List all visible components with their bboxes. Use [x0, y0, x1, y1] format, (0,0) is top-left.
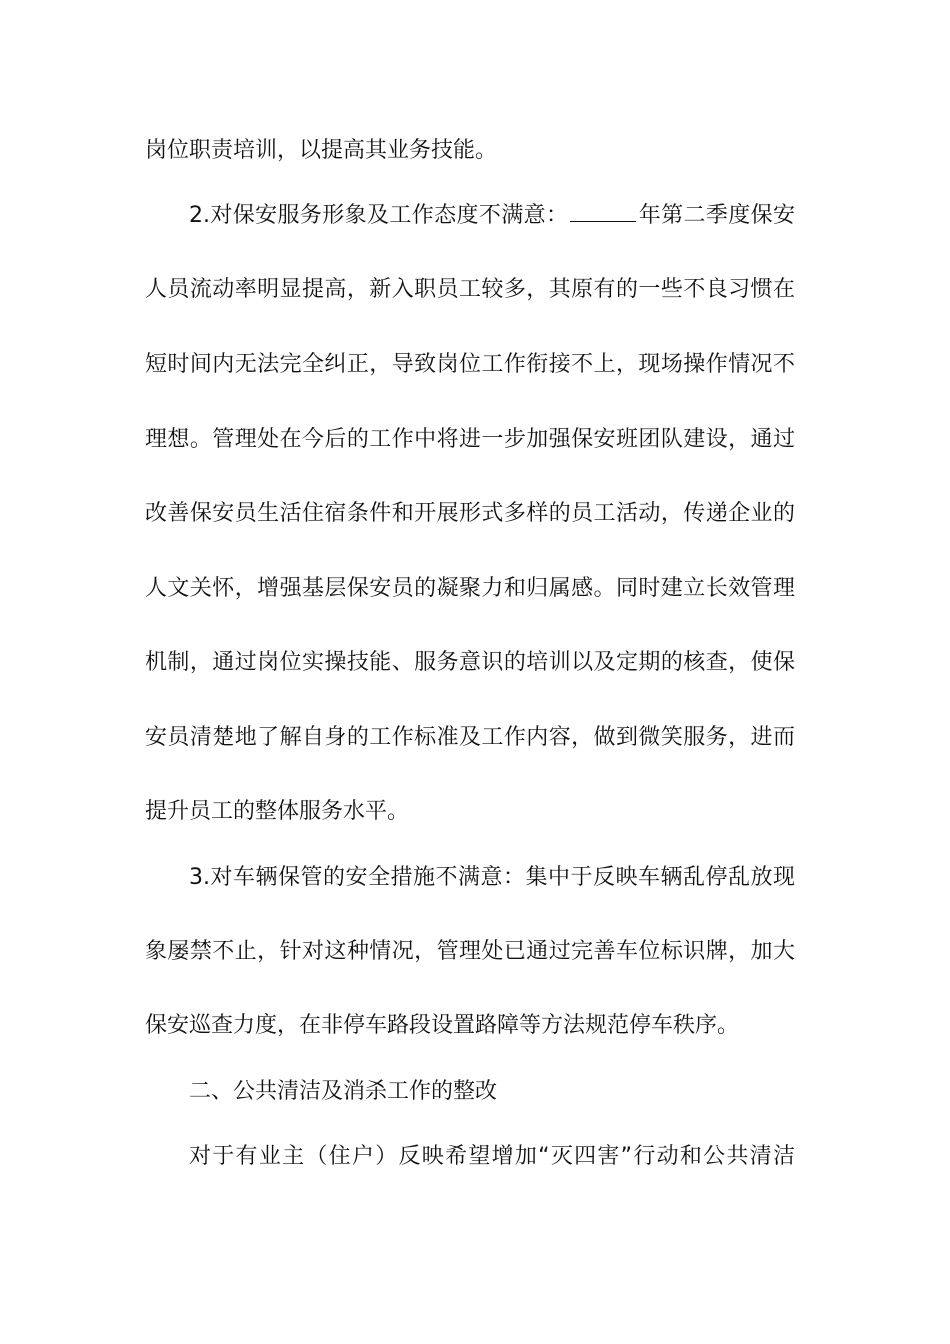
- text-line-9: 安员清楚地了解自身的工作标准及工作内容，做到微笑服务，进而: [145, 725, 795, 750]
- text-line-11: 3.对车辆保管的安全措施不满意：集中于反映车辆乱停乱放现: [189, 865, 795, 890]
- text-line-12: 象屡禁不止，针对这种情况，管理处已通过完善车位标识牌，加大: [145, 939, 795, 964]
- text-line-10: 提升员工的整体服务水平。: [145, 799, 410, 824]
- text-line-7: 人文关怀，增强基层保安员的凝聚力和归属感。同时建立长效管理: [145, 576, 795, 601]
- fill-in-blank: [570, 201, 636, 222]
- text-line-4: 短时间内无法完全纠正，导致岗位工作衔接不上，现场操作情况不: [145, 352, 795, 377]
- section-heading: 二、公共清洁及消杀工作的整改: [189, 1079, 498, 1104]
- text-line-5: 理想。管理处在今后的工作中将进一步加强保安班团队建设，通过: [145, 427, 795, 452]
- text-line-1: 岗位职责培训，以提高其业务技能。: [145, 138, 498, 163]
- text-line-3: 人员流动率明显提高，新入职员工较多，其原有的一些不良习惯在: [145, 277, 795, 302]
- text-line-2-part-b: 年第二季度保安: [638, 203, 795, 228]
- text-line-2-part-a: 2.对保安服务形象及工作态度不满意：: [189, 203, 569, 228]
- text-line-2: [189, 201, 795, 231]
- text-line-6: 改善保安员生活住宿条件和开展形式多样的员工活动，传递企业的: [145, 501, 795, 526]
- text-line-8: 机制，通过岗位实操技能、服务意识的培训以及定期的核查，使保: [145, 650, 795, 675]
- text-line-13: 保安巡查力度，在非停车路段设置路障等方法规范停车秩序。: [145, 1013, 740, 1038]
- text-line-14: 对于有业主（住户）反映希望增加“灭四害”行动和公共清洁: [189, 1144, 795, 1169]
